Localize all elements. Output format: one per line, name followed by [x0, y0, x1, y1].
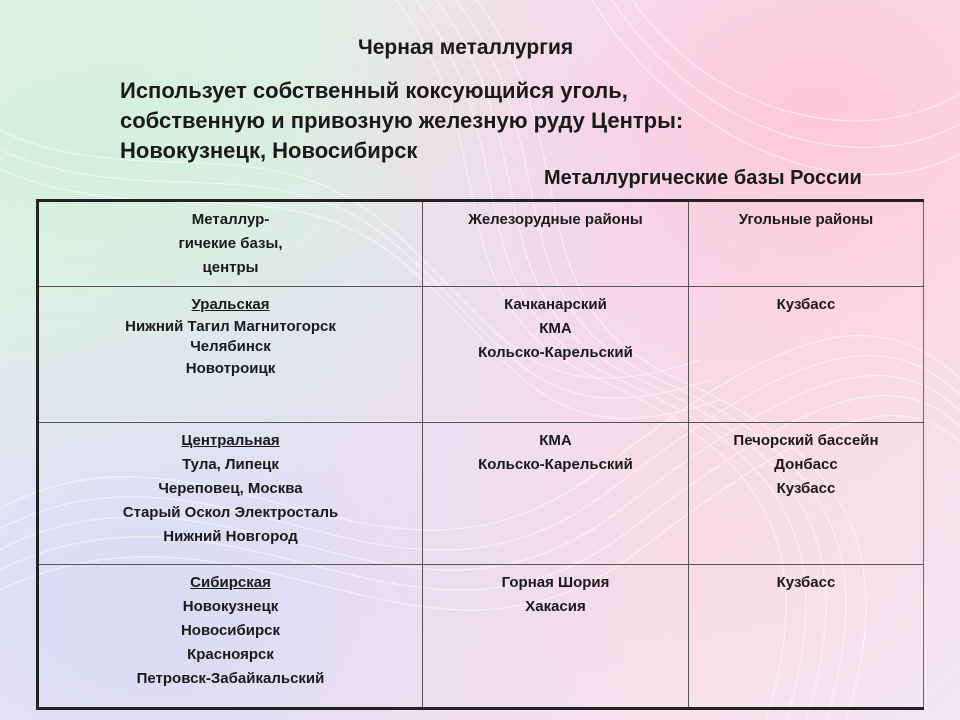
table-caption: Металлургические базы России	[544, 167, 862, 189]
base-center: Челябинск	[190, 338, 271, 355]
base-center: Тула, Липецк	[182, 456, 279, 473]
header-cell-iron-regions	[423, 201, 689, 287]
iron-region: Качканарский	[504, 296, 607, 313]
coal-cell	[689, 423, 924, 565]
coal-region: Кузбасс	[776, 480, 836, 497]
iron-region: КМА	[539, 320, 572, 337]
iron-region: Хакасия	[525, 598, 586, 615]
iron-cell	[423, 565, 689, 709]
header-cell-coal-regions	[689, 201, 924, 287]
table-row	[38, 565, 924, 709]
base-center: Нижний Тагил Магнитогорск	[125, 318, 336, 335]
base-center: Новосибирск	[180, 622, 281, 639]
coal-region: Кузбасс	[776, 296, 836, 313]
metallurgy-bases-table	[36, 199, 924, 710]
header-label: Железорудные районы	[468, 211, 643, 228]
table-row	[38, 287, 924, 423]
coal-region: Печорский бассейн	[733, 432, 879, 449]
header-label: центры	[202, 259, 259, 276]
coal-region: Кузбасс	[776, 574, 836, 591]
iron-region: Кольско-Карельский	[478, 456, 633, 473]
base-name: Сибирская	[190, 574, 271, 591]
header-label: гичекие базы,	[178, 235, 283, 252]
base-name: Центральная	[181, 432, 280, 449]
header-label: Металлур-	[191, 211, 270, 228]
header-label: Угольные районы	[738, 211, 874, 228]
base-center: Новотроицк	[185, 360, 276, 377]
coal-region: Донбасс	[774, 456, 838, 473]
iron-region: Кольско-Карельский	[478, 344, 633, 361]
base-center: Красноярск	[187, 646, 274, 663]
header-cell-bases	[38, 201, 423, 287]
base-cell	[38, 287, 423, 423]
base-center: Петровск-Забайкальский	[136, 670, 325, 687]
table-row	[38, 423, 924, 565]
description-line: собственную и привозную железную руду Центры:	[120, 108, 684, 133]
base-center: Нижний Новгород	[163, 528, 298, 545]
iron-region: Горная Шория	[501, 574, 610, 591]
base-cell	[38, 423, 423, 565]
base-cell	[38, 565, 423, 709]
description-text	[120, 76, 840, 166]
slide-title: Черная металлургия	[358, 36, 574, 59]
description-line: Новокузнецк, Новосибирск	[120, 138, 418, 163]
description-line: Использует собственный коксующийся уголь,	[120, 78, 628, 103]
iron-cell	[423, 423, 689, 565]
base-center: Новокузнецк	[182, 598, 279, 615]
base-center: Череповец, Москва	[158, 480, 303, 497]
coal-cell	[689, 565, 924, 709]
base-center: Старый Оскол Электросталь	[122, 504, 339, 521]
base-name: Уральская	[191, 296, 270, 313]
table-header-row	[38, 201, 924, 287]
iron-cell	[423, 287, 689, 423]
iron-region: КМА	[539, 432, 572, 449]
coal-cell	[689, 287, 924, 423]
